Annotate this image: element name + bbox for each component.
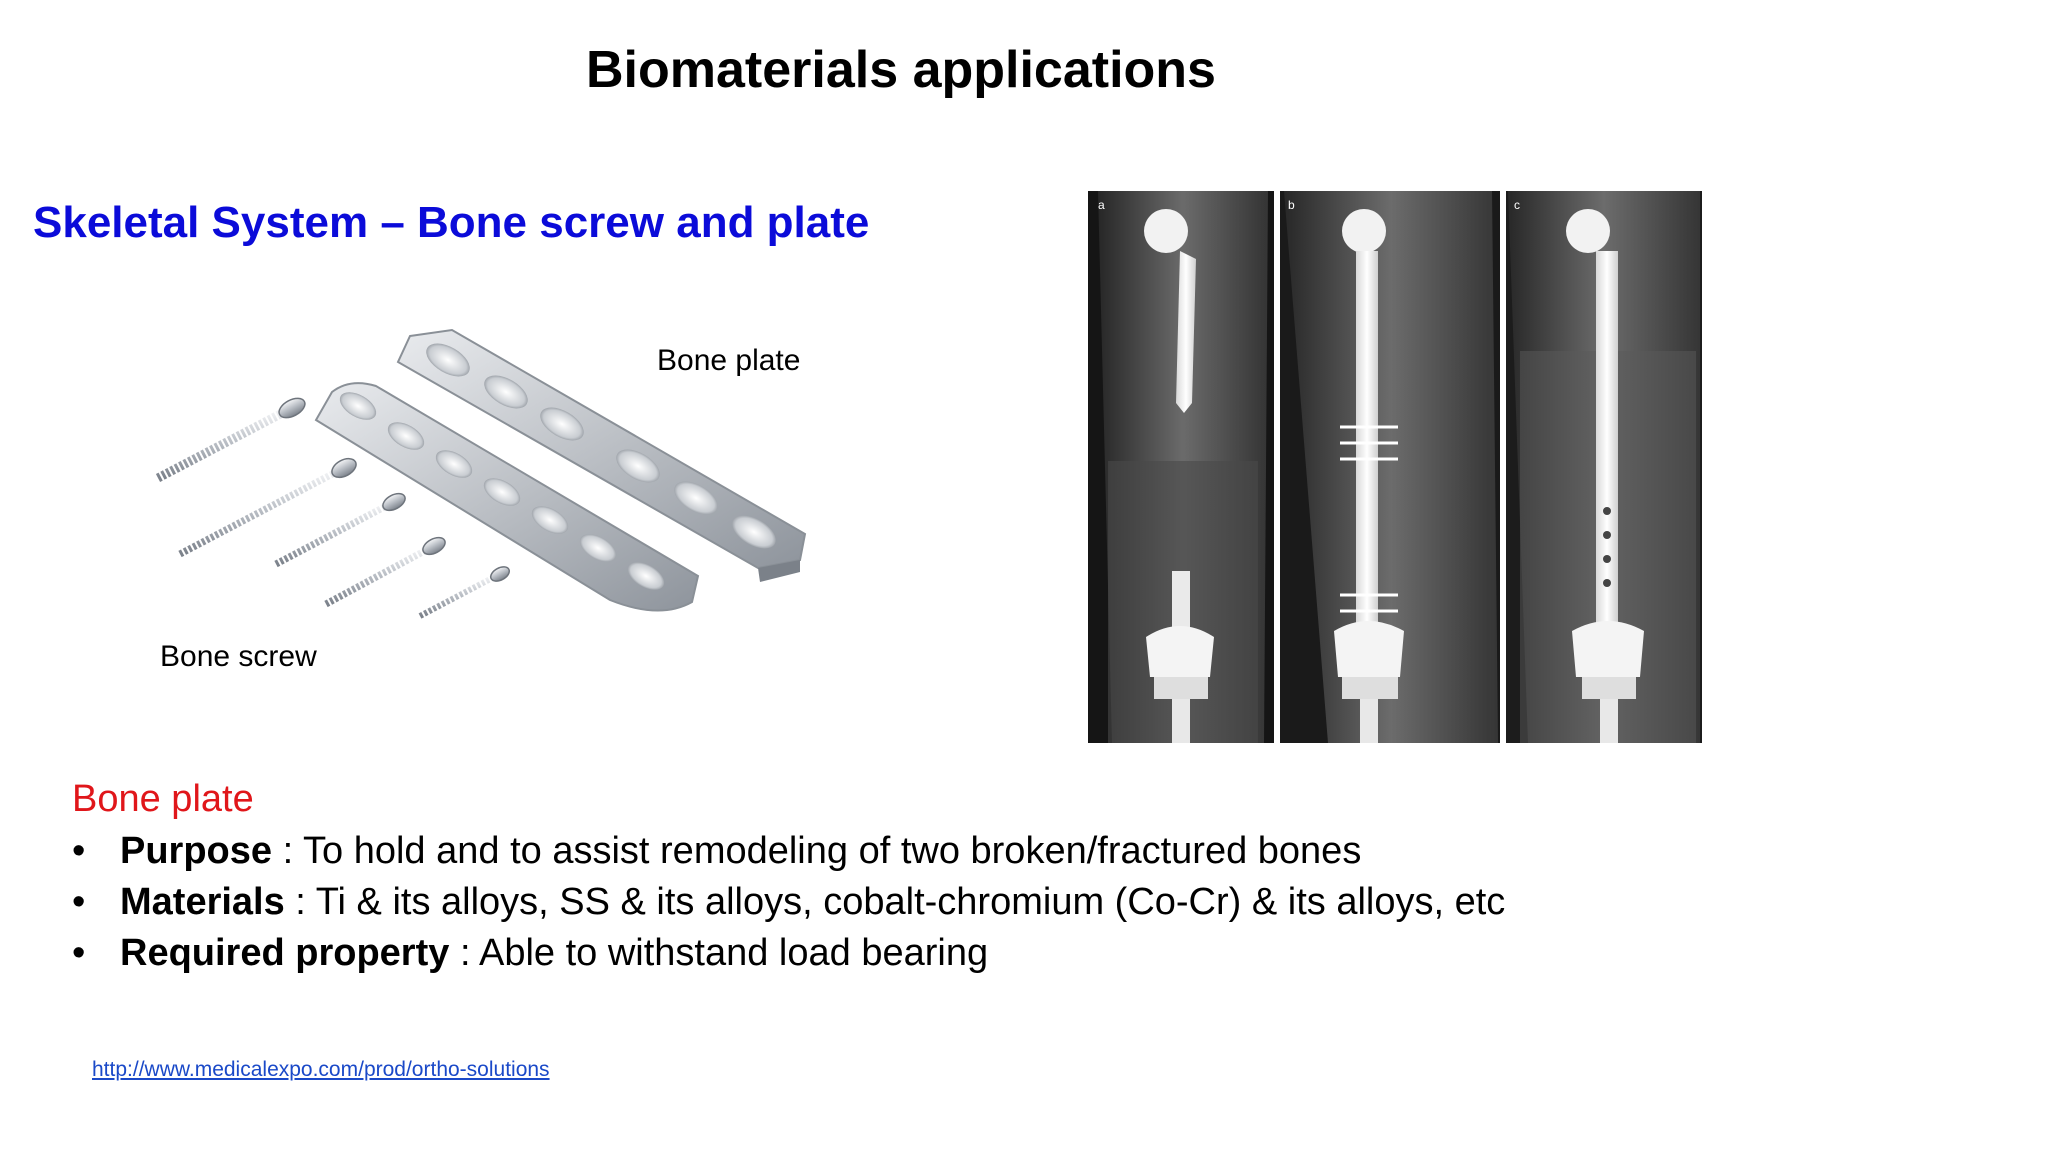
bullet-list xyxy=(72,826,1505,979)
bullet-dot: • xyxy=(72,932,86,974)
xray-panel-c-label: c xyxy=(1514,198,1520,212)
xray-image xyxy=(1088,191,1702,743)
bullet-text: : Ti & its alloys, SS & its alloys, cobalt-chromium (Co-Cr) & its alloys, etc xyxy=(284,881,1506,923)
list-item xyxy=(72,877,1505,928)
xray-panel-c xyxy=(1506,191,1702,743)
bone-screw-label: Bone screw xyxy=(160,640,317,673)
xray-panel-a-label: a xyxy=(1098,198,1105,212)
xray-panel-a xyxy=(1088,191,1274,743)
slide-title: Biomaterials applications xyxy=(586,41,1216,99)
bullet-text: : To hold and to assist remodeling of two broken/fractured bones xyxy=(272,830,1362,872)
bullet-term: Materials xyxy=(120,881,285,923)
list-item xyxy=(72,928,1505,979)
bullet-text: : Able to withstand load bearing xyxy=(449,932,989,974)
bone-plate-label: Bone plate xyxy=(657,344,801,377)
xray-panel-b xyxy=(1280,191,1500,743)
list-item xyxy=(72,826,1505,877)
xray-panel-b-label: b xyxy=(1288,198,1295,212)
section-heading: Bone plate xyxy=(72,778,254,820)
slide-subtitle: Skeletal System – Bone screw and plate xyxy=(33,198,870,247)
bullet-term: Purpose xyxy=(120,830,273,872)
source-link[interactable]: http://www.medicalexpo.com/prod/ortho-solutions xyxy=(92,1058,550,1081)
bullet-dot: • xyxy=(72,830,86,872)
bullet-dot: • xyxy=(72,881,86,923)
bullet-term: Required property xyxy=(120,932,450,974)
